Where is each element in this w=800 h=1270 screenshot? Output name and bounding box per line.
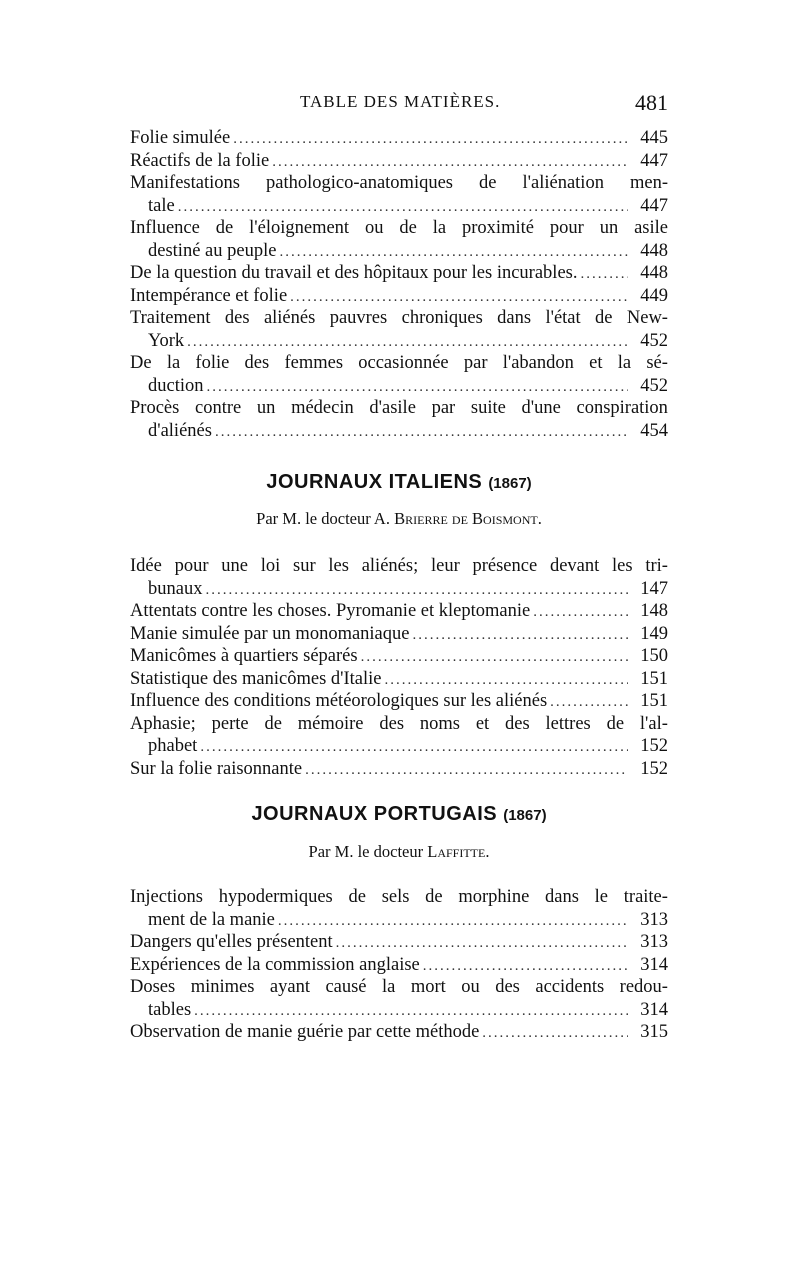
toc-entry-text: tables <box>148 999 192 1020</box>
toc-entry-text: destiné au peuple <box>148 240 277 261</box>
toc-entry-line <box>130 397 668 420</box>
toc-page-ref: 445 <box>640 128 668 148</box>
toc-entry-line <box>130 758 668 781</box>
toc-entry <box>130 931 668 954</box>
toc-entry-line <box>130 931 668 954</box>
section-heading-portuguese <box>130 803 668 826</box>
toc-page-ref: 452 <box>640 375 668 396</box>
toc-entry-line <box>130 555 668 578</box>
heading-text: JOURNAUX ITALIENS <box>266 471 483 493</box>
dot-leader <box>272 151 628 174</box>
dot-leader <box>482 1022 628 1045</box>
toc-entry-line <box>130 217 668 240</box>
heading-text: JOURNAUX PORTUGAIS <box>251 803 498 825</box>
toc-entry-line <box>130 690 668 713</box>
heading-year: (1867) <box>488 475 532 492</box>
toc-entry-text: Idée pour une loi sur les aliénés; leur présence devant les tri- <box>130 556 668 576</box>
running-header <box>130 90 668 120</box>
byline-portuguese <box>130 842 668 862</box>
toc-page-ref: 150 <box>640 646 668 666</box>
dot-leader <box>178 196 628 219</box>
toc-entry-text: tale <box>148 195 175 216</box>
dot-leader <box>200 736 628 759</box>
toc-section-italian <box>130 555 668 780</box>
toc-entry <box>130 645 668 668</box>
toc-page-ref: 314 <box>640 954 668 975</box>
toc-entry-line <box>130 578 668 601</box>
toc-page-ref: 454 <box>640 420 668 441</box>
dot-leader <box>205 579 628 602</box>
dot-leader <box>207 376 629 399</box>
toc-entry-text: Dangers qu'elles présentent <box>130 932 333 952</box>
toc-page-ref: 447 <box>640 195 668 216</box>
toc-entry-text: Influence des conditions météorologiques sur les aliénés <box>130 691 548 711</box>
dot-leader <box>550 691 628 714</box>
toc-page-ref: 315 <box>640 1022 668 1042</box>
toc-entry-line <box>130 1021 668 1044</box>
toc-entry-text: ment de la manie <box>148 909 275 930</box>
toc-entry-line <box>130 330 668 353</box>
toc-entry-text: Aphasie; perte de mémoire des noms et des lettres de l'al- <box>130 713 668 734</box>
toc-entry-line <box>130 954 668 977</box>
toc-entry-line <box>130 976 668 999</box>
toc-entry <box>130 262 668 285</box>
dot-leader <box>194 1000 628 1023</box>
toc-page-ref: 152 <box>640 758 668 779</box>
toc-entry-line <box>130 645 668 668</box>
toc-entry <box>130 1021 668 1044</box>
toc-entry <box>130 600 668 623</box>
toc-entry-line <box>130 127 668 150</box>
toc-entry <box>130 555 668 600</box>
toc-entry <box>130 352 668 397</box>
running-title: TABLE DES MATIÈRES. <box>300 92 501 111</box>
page-number: 481 <box>635 90 668 115</box>
toc-page-ref: 452 <box>640 330 668 351</box>
toc-entry <box>130 127 668 150</box>
toc-entry-text: Réactifs de la folie <box>130 150 270 171</box>
toc-entry-text: De la question du travail et des hôpitaux pour les incurables. <box>130 263 578 283</box>
toc-entry-text: Observation de manie guérie par cette méthode <box>130 1022 480 1042</box>
toc-entry <box>130 690 668 713</box>
dot-leader <box>278 910 628 933</box>
toc-entry-line <box>130 262 668 285</box>
toc-page-ref: 313 <box>640 932 668 952</box>
dot-leader <box>384 669 628 692</box>
toc-entry-text: De la folie des femmes occasionnée par l'abandon et la sé- <box>130 353 668 373</box>
heading-year: (1867) <box>503 807 547 824</box>
toc-entry-line <box>130 172 668 195</box>
toc-entry-text: Doses minimes ayant causé la mort ou des accidents redou- <box>130 977 668 997</box>
toc-entry-text: bunaux <box>148 578 203 599</box>
toc-entry <box>130 397 668 442</box>
toc-entry-text: Manifestations pathologico-anatomiques de l'aliénation men- <box>130 173 668 193</box>
toc-entry <box>130 307 668 352</box>
toc-entry-line <box>130 285 668 308</box>
toc-entry-text: Statistique des manicômes d'Italie <box>130 668 382 689</box>
dot-leader <box>412 624 628 647</box>
section-heading-italian <box>130 471 668 494</box>
toc-entry-line <box>130 735 668 758</box>
toc-entry-line <box>130 375 668 398</box>
toc-entry <box>130 713 668 758</box>
toc-entry <box>130 976 668 1021</box>
byline-italian <box>130 509 668 529</box>
dot-leader <box>336 932 628 955</box>
toc-entry-line <box>130 420 668 443</box>
dot-leader <box>279 241 628 264</box>
byline-prefix: Par M. le docteur <box>308 842 424 861</box>
toc-entry-text: Intempérance et folie <box>130 285 288 306</box>
toc-entry-line <box>130 195 668 218</box>
toc-entry <box>130 172 668 217</box>
byline-author: Laffitte. <box>427 842 490 861</box>
toc-section-general <box>130 127 668 442</box>
toc-entry <box>130 954 668 977</box>
toc-entry-text: York <box>148 330 185 351</box>
toc-entry-line <box>130 623 668 646</box>
toc-entry-text: Folie simulée <box>130 128 231 148</box>
toc-entry-text: Manicômes à quartiers séparés <box>130 646 358 666</box>
toc-entry-line <box>130 352 668 375</box>
toc-page-ref: 151 <box>640 668 668 689</box>
toc-entry-text: d'aliénés <box>148 420 212 441</box>
toc-entry-text: Traitement des aliénés pauvres chroniques dans l'état de New- <box>130 308 668 328</box>
toc-entry <box>130 285 668 308</box>
toc-section-portuguese <box>130 886 668 1044</box>
toc-page-ref: 149 <box>640 623 668 644</box>
dot-leader <box>361 646 628 669</box>
toc-page-ref: 448 <box>640 240 668 261</box>
dot-leader <box>305 759 628 782</box>
toc-page-ref: 152 <box>640 736 668 756</box>
toc-entry-text: Injections hypodermiques de sels de morphine dans le traite- <box>130 887 668 907</box>
toc-entry <box>130 217 668 262</box>
toc-entry-line <box>130 240 668 263</box>
toc-entry <box>130 150 668 173</box>
toc-entry <box>130 668 668 691</box>
toc-entry-line <box>130 886 668 909</box>
toc-entry-line <box>130 713 668 736</box>
toc-entry-line <box>130 600 668 623</box>
toc-entry-text: Procès contre un médecin d'asile par suite d'une conspiration <box>130 398 668 418</box>
toc-entry-text: Manie simulée par un monomaniaque <box>130 623 410 644</box>
toc-entry <box>130 758 668 781</box>
toc-entry <box>130 623 668 646</box>
toc-entry-text: Sur la folie raisonnante <box>130 758 303 779</box>
byline-author: Brierre de Boismont. <box>394 509 542 528</box>
toc-entry-text: duction <box>148 375 204 396</box>
toc-entry-text: Expériences de la commission anglaise <box>130 954 420 975</box>
toc-page-ref: 147 <box>640 578 668 599</box>
toc-entry-line <box>130 999 668 1022</box>
toc-entry-text: Influence de l'éloignement ou de la proximité pour un asile <box>130 218 668 238</box>
toc-page-ref: 148 <box>640 601 668 621</box>
dot-leader <box>187 331 628 354</box>
byline-prefix: Par M. le docteur A. <box>256 509 390 528</box>
toc-page-ref: 313 <box>640 909 668 930</box>
dot-leader <box>423 955 628 978</box>
toc-entry-line <box>130 909 668 932</box>
toc-entry-line <box>130 668 668 691</box>
toc-page-ref: 314 <box>640 999 668 1020</box>
toc-entry-line <box>130 150 668 173</box>
toc-page-ref: 447 <box>640 150 668 171</box>
toc-page-ref: 449 <box>640 285 668 306</box>
dot-leader <box>215 421 628 444</box>
toc-page-ref: 151 <box>640 691 668 711</box>
toc-entry-line <box>130 307 668 330</box>
toc-entry-text: phabet <box>148 736 198 756</box>
dot-leader <box>233 128 628 151</box>
dot-leader <box>580 263 628 286</box>
toc-entry-text: Attentats contre les choses. Pyromanie et kleptomanie <box>130 601 531 621</box>
dot-leader <box>533 601 628 624</box>
toc-page-ref: 448 <box>640 263 668 283</box>
toc-entry <box>130 886 668 931</box>
dot-leader <box>290 286 628 309</box>
